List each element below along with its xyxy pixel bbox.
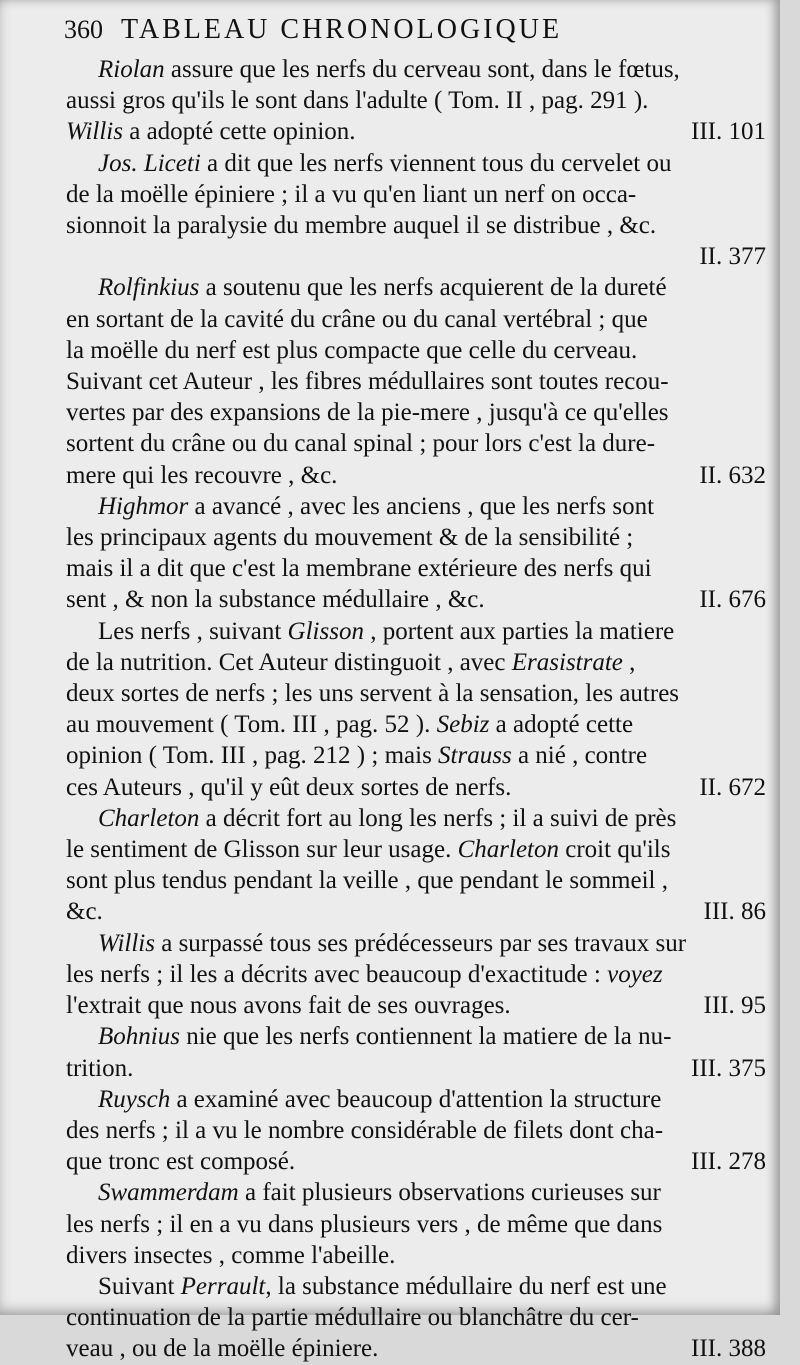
text-run: a soutenu que les nerfs acquierent de la dureté [199, 274, 667, 302]
text-run: ces Auteurs , qu'il y eût deux sortes de nerfs. [66, 773, 512, 801]
text-line [66, 241, 766, 272]
text-run: , la substance médullaire du nerf est une [265, 1272, 667, 1300]
text-run: Suivant [98, 1272, 181, 1300]
line-text [66, 896, 103, 927]
line-text [66, 990, 511, 1021]
page-header [64, 14, 704, 46]
text-line [66, 990, 766, 1021]
volume-reference: II. 377 [699, 243, 766, 271]
author-name: Perrault [180, 1272, 266, 1300]
line-text [98, 1177, 661, 1208]
text-run: l'extrait que nous avons fait de ses ouvrages. [66, 992, 511, 1020]
line-text [66, 522, 633, 553]
volume-reference: III. 101 [691, 118, 766, 146]
text-line [66, 428, 766, 459]
text-line [66, 1302, 766, 1333]
text-line [66, 678, 766, 709]
text-run: sont plus tendus pendant la veille , que pendant le sommeil , [66, 867, 668, 895]
text-line [66, 834, 766, 865]
text-run: divers insectes , comme l'abeille. [66, 1241, 396, 1269]
line-text [98, 616, 674, 647]
author-name: Willis [98, 929, 155, 957]
text-line [66, 1053, 766, 1084]
text-run: au mouvement ( Tom. III , pag. 52 ). [66, 711, 437, 739]
author-name: Charleton [457, 836, 559, 864]
line-text [66, 460, 337, 491]
text-run: veau , ou de la moëlle épiniere. [66, 1335, 379, 1363]
text-line [66, 1209, 766, 1240]
line-text [66, 959, 663, 990]
text-line [66, 116, 766, 147]
line-text [66, 1115, 663, 1146]
text-line [66, 709, 766, 740]
line-text [98, 1084, 661, 1115]
text-line [66, 959, 766, 990]
text-run: nie que les nerfs contiennent la matiere de la nu- [179, 1023, 672, 1051]
text-run: croit qu'ils [559, 836, 671, 864]
text-line [66, 397, 766, 428]
text-run: sionnoit la paralysie du membre auquel il se distribue , &c. [66, 212, 657, 240]
text-run: assure que les nerfs du cerveau sont, dans le fœtus, [164, 56, 680, 83]
page-number: 360 [64, 15, 103, 44]
text-line [66, 772, 766, 803]
line-text [98, 928, 686, 959]
volume-reference: III. 86 [703, 898, 766, 926]
text-run: des nerfs ; il a vu le nombre considérable de filets dont cha- [66, 1116, 664, 1144]
line-text [66, 179, 636, 210]
volume-reference: III. 278 [691, 1148, 766, 1176]
line-text [98, 491, 654, 522]
line-text [98, 54, 680, 85]
text-line [66, 1240, 766, 1271]
text-run: que tronc est composé. [66, 1148, 296, 1176]
text-line [66, 928, 766, 959]
text-run: sent , & non la substance médullaire , &c. [66, 586, 485, 614]
volume-reference: III. 95 [703, 992, 766, 1020]
text-line [66, 1084, 766, 1115]
text-line [66, 803, 766, 834]
text-line [66, 366, 766, 397]
author-name: Jos. Liceti [98, 149, 201, 177]
text-run: les nerfs ; il en a vu dans plusieurs vers , de même que dans [66, 1210, 663, 1238]
line-text [66, 865, 668, 896]
author-name: Willis [66, 118, 123, 146]
paragraph [66, 928, 766, 1022]
author-name: voyez [607, 960, 663, 988]
text-line [66, 85, 766, 116]
author-name: Glisson [287, 617, 364, 645]
text-line [66, 1333, 766, 1364]
text-line [66, 553, 766, 584]
text-run: sortent du crâne ou du canal spinal ; pour lors c'est la dure- [66, 430, 656, 458]
text-run: a nié , contre [511, 742, 648, 770]
text-line [66, 896, 766, 927]
text-line [66, 1177, 766, 1208]
running-title: TABLEAU CHRONOLOGIQUE [121, 14, 563, 45]
text-run: mais il a dit que c'est la membrane extérieure des nerfs qui [66, 555, 652, 583]
paragraph [66, 1021, 766, 1083]
line-text [98, 803, 676, 834]
line-text [66, 1333, 378, 1364]
volume-reference: III. 388 [691, 1335, 766, 1363]
page-body [66, 54, 766, 1365]
line-text [66, 304, 648, 335]
text-line [66, 54, 766, 85]
volume-reference: III. 375 [691, 1054, 766, 1082]
author-name: Highmor [98, 492, 189, 520]
text-line [66, 616, 766, 647]
paragraph [66, 803, 766, 928]
text-run: a avancé , avec les anciens , que les nerfs sont [188, 492, 655, 520]
text-line [66, 584, 766, 615]
text-run: a examiné avec beaucoup d'attention la structure [170, 1085, 662, 1113]
line-text [66, 335, 637, 366]
text-run: trition. [66, 1054, 134, 1082]
paragraph [66, 272, 766, 490]
text-run: continuation de la partie médullaire ou blanchâtre du cer- [66, 1304, 639, 1332]
text-run: a dit que les nerfs viennent tous du cervelet ou [200, 149, 672, 177]
text-line [66, 460, 766, 491]
text-run: a adopté cette opinion. [122, 118, 356, 146]
volume-reference: II. 632 [699, 461, 766, 489]
text-line [66, 210, 766, 241]
paragraph [66, 148, 766, 273]
line-text [66, 834, 670, 865]
text-run: la moëlle du nerf est plus compacte que celle du cerveau. [66, 336, 638, 364]
line-text [66, 210, 656, 241]
line-text [66, 584, 485, 615]
paragraph [66, 1084, 766, 1178]
text-run: les principaux agents du mouvement & de la sensibilité ; [66, 524, 634, 552]
author-name: Strauss [438, 742, 512, 770]
text-run: de la nutrition. Cet Auteur distinguoit , avec [66, 648, 512, 676]
text-line [66, 647, 766, 678]
text-line [66, 179, 766, 210]
text-run: a décrit fort au long les nerfs ; il a suivi de près [199, 804, 677, 832]
text-line [66, 1271, 766, 1302]
line-text [66, 397, 669, 428]
text-line [66, 865, 766, 896]
paragraph [66, 616, 766, 803]
text-line [66, 491, 766, 522]
text-line [66, 272, 766, 303]
paragraph [66, 1177, 766, 1271]
volume-reference: II. 676 [699, 586, 766, 614]
text-run: a adopté cette [489, 711, 634, 739]
text-line [66, 522, 766, 553]
line-text [66, 1146, 295, 1177]
text-run: le sentiment de Glisson sur leur usage. [66, 836, 458, 864]
line-text [66, 1302, 639, 1333]
line-text [98, 272, 667, 303]
text-line [66, 1146, 766, 1177]
line-text [66, 678, 679, 709]
line-text [66, 428, 655, 459]
text-run: &c. [66, 898, 103, 926]
text-run: , portent aux parties la matiere [363, 617, 675, 645]
text-line [66, 304, 766, 335]
paragraph [66, 491, 766, 616]
text-run: , [622, 648, 636, 676]
line-text [66, 1240, 395, 1271]
author-name: Ruysch [98, 1085, 171, 1113]
line-text [66, 116, 356, 147]
line-text [98, 1271, 667, 1302]
line-text [66, 740, 647, 771]
line-text [66, 772, 511, 803]
text-run: en sortant de la cavité du crâne ou du canal vertébral ; que [66, 305, 648, 333]
line-text [66, 647, 635, 678]
text-run: deux sortes de nerfs ; les uns servent à la sensation, les autres [66, 680, 680, 708]
volume-reference: II. 672 [699, 773, 766, 801]
line-text [98, 1021, 671, 1052]
paragraph [66, 1271, 766, 1365]
line-text [66, 1209, 662, 1240]
author-name: Sebiz [436, 711, 490, 739]
author-name: Swammerdam [98, 1179, 239, 1207]
author-name: Bohnius [98, 1023, 180, 1051]
text-run: opinion ( Tom. III , pag. 212 ) ; mais [66, 742, 439, 770]
author-name: Charleton [98, 804, 200, 832]
paragraph [66, 54, 766, 148]
text-run: les nerfs ; il les a décrits avec beaucoup d'exactitude : [66, 960, 608, 988]
text-line [66, 1115, 766, 1146]
author-name: Riolan [98, 56, 165, 83]
line-text [66, 366, 669, 397]
text-run: vertes par des expansions de la pie-mere , jusqu'à ce qu'elles [66, 399, 669, 427]
text-run: de la moëlle épiniere ; il a vu qu'en liant un nerf on occa- [66, 180, 637, 208]
line-text [66, 85, 648, 116]
text-run: a fait plusieurs observations curieuses sur [238, 1179, 661, 1207]
text-line [66, 148, 766, 179]
line-text [66, 709, 633, 740]
text-line [66, 335, 766, 366]
text-run: aussi gros qu'ils le sont dans l'adulte ( Tom. II , pag. 291 ). [66, 87, 649, 115]
text-run: Les nerfs , suivant [98, 617, 288, 645]
text-run: a surpassé tous ses prédécesseurs par ses travaux sur [154, 929, 687, 957]
author-name: Erasistrate [511, 648, 623, 676]
text-run: mere qui les recouvre , &c. [66, 461, 338, 489]
text-run: Suivant cet Auteur , les fibres médullaires sont toutes recou- [66, 368, 669, 396]
text-line [66, 1021, 766, 1052]
author-name: Rolfinkius [98, 274, 200, 302]
line-text [98, 148, 671, 179]
text-line [66, 740, 766, 771]
line-text [66, 1053, 133, 1084]
line-text [66, 553, 652, 584]
